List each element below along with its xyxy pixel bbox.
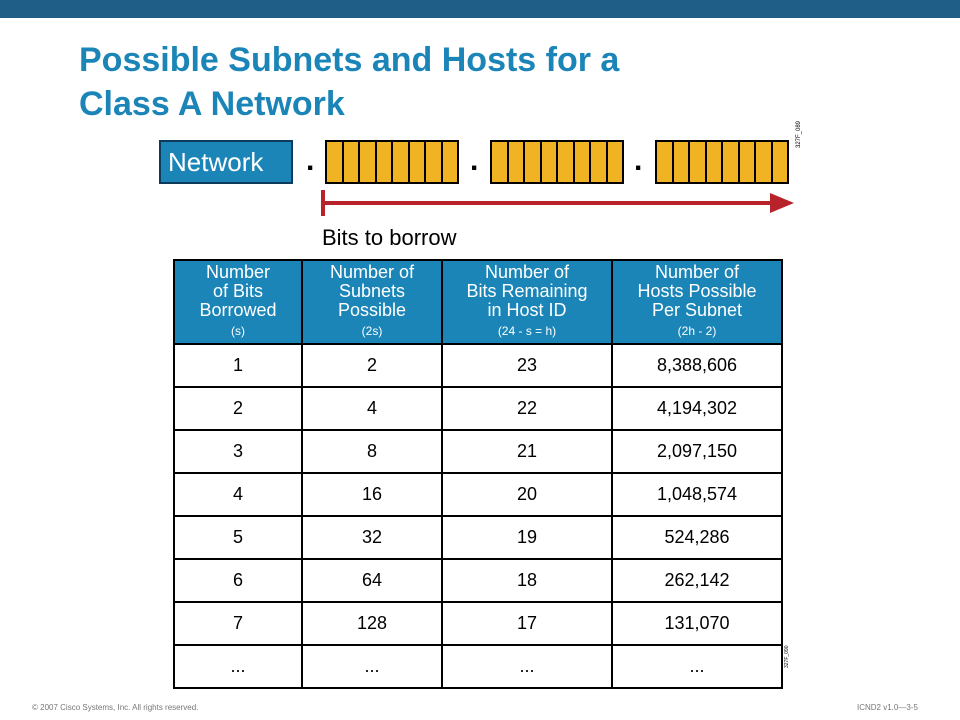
bit-cell xyxy=(723,142,740,182)
table-cell: 4 xyxy=(302,387,442,430)
table-row xyxy=(174,559,782,602)
title-line-1: Possible Subnets and Hosts for a xyxy=(79,41,620,79)
table-row xyxy=(174,387,782,430)
figure-code: 327F_090 xyxy=(784,645,790,668)
bit-cell xyxy=(410,142,427,182)
table-cell: 2 xyxy=(174,387,302,430)
figure-code: 327F_089 xyxy=(796,120,802,148)
bit-cell xyxy=(443,142,458,182)
title-line-2: Class A Network xyxy=(79,85,345,123)
bit-cell xyxy=(608,142,623,182)
column-header: Number of Bits Borrowed (s) xyxy=(174,260,302,344)
bit-cell xyxy=(542,142,559,182)
bit-cell xyxy=(377,142,394,182)
bit-cell xyxy=(674,142,691,182)
column-formula: (2h - 2) xyxy=(677,324,717,338)
column-header: Number of Hosts Possible Per Subnet (2h - 2) xyxy=(612,260,782,344)
bit-cell xyxy=(575,142,592,182)
octet-separator: . xyxy=(306,144,315,177)
table-cell: 20 xyxy=(442,473,612,516)
table-cell: 19 xyxy=(442,516,612,559)
table-cell: 8 xyxy=(302,430,442,473)
table-cell: 128 xyxy=(302,602,442,645)
bit-cell xyxy=(558,142,575,182)
bit-cell xyxy=(426,142,443,182)
table-cell: 131,070 xyxy=(612,602,782,645)
table-cell: 18 xyxy=(442,559,612,602)
bit-cell xyxy=(690,142,707,182)
table-cell: 1 xyxy=(174,344,302,387)
table-cell: 5 xyxy=(174,516,302,559)
table-cell: ... xyxy=(612,645,782,688)
bit-cell xyxy=(509,142,526,182)
top-banner xyxy=(0,0,960,18)
octet-separator: . xyxy=(470,144,479,177)
bit-cell xyxy=(492,142,509,182)
table-cell: 2,097,150 xyxy=(612,430,782,473)
table-cell: 3 xyxy=(174,430,302,473)
bit-cell xyxy=(756,142,773,182)
bit-cell xyxy=(360,142,377,182)
table-cell: ... xyxy=(174,645,302,688)
table-cell: ... xyxy=(302,645,442,688)
column-header: Number of Subnets Possible (2s) xyxy=(302,260,442,344)
table-cell: 4,194,302 xyxy=(612,387,782,430)
bits-to-borrow-label: Bits to borrow xyxy=(322,225,457,250)
table-cell: 23 xyxy=(442,344,612,387)
table-cell: 1,048,574 xyxy=(612,473,782,516)
network-portion-box: Network xyxy=(159,140,293,184)
table-cell: 64 xyxy=(302,559,442,602)
table-cell: 8,388,606 xyxy=(612,344,782,387)
table-row xyxy=(174,473,782,516)
table-cell: 262,142 xyxy=(612,559,782,602)
column-formula: (24 - s = h) xyxy=(497,324,557,338)
table-cell: 21 xyxy=(442,430,612,473)
bit-cell xyxy=(327,142,344,182)
bit-cell xyxy=(525,142,542,182)
table-row xyxy=(174,516,782,559)
bit-cell xyxy=(707,142,724,182)
host-octet-2 xyxy=(325,140,459,184)
bit-cell xyxy=(773,142,788,182)
table-cell: 6 xyxy=(174,559,302,602)
slide-title xyxy=(79,38,919,126)
table-cell: 524,286 xyxy=(612,516,782,559)
host-octet-3 xyxy=(490,140,624,184)
table-cell: 7 xyxy=(174,602,302,645)
bit-cell xyxy=(740,142,757,182)
table-cell: ... xyxy=(442,645,612,688)
table-cell: 4 xyxy=(174,473,302,516)
column-header: Number of Bits Remaining in Host ID (24 - s = h) xyxy=(442,260,612,344)
host-octet-4 xyxy=(655,140,789,184)
table-row xyxy=(174,645,782,688)
table-cell: 17 xyxy=(442,602,612,645)
bit-cell xyxy=(393,142,410,182)
octet-separator: . xyxy=(634,144,643,177)
borrow-arrow xyxy=(318,188,798,222)
table-cell: 16 xyxy=(302,473,442,516)
bit-cell xyxy=(657,142,674,182)
subnet-host-table xyxy=(173,259,783,689)
table-cell: 2 xyxy=(302,344,442,387)
table-cell: 32 xyxy=(302,516,442,559)
table-row xyxy=(174,602,782,645)
table-cell: 22 xyxy=(442,387,612,430)
column-formula: (s) xyxy=(231,324,245,338)
bit-cell xyxy=(591,142,608,182)
table-row xyxy=(174,430,782,473)
slide-reference: ICND2 v1.0—3-5 xyxy=(857,703,918,712)
bit-cell xyxy=(344,142,361,182)
column-formula: (2s) xyxy=(361,324,383,338)
table-row xyxy=(174,344,782,387)
copyright-footer: © 2007 Cisco Systems, Inc. All rights reserved. xyxy=(32,703,199,712)
